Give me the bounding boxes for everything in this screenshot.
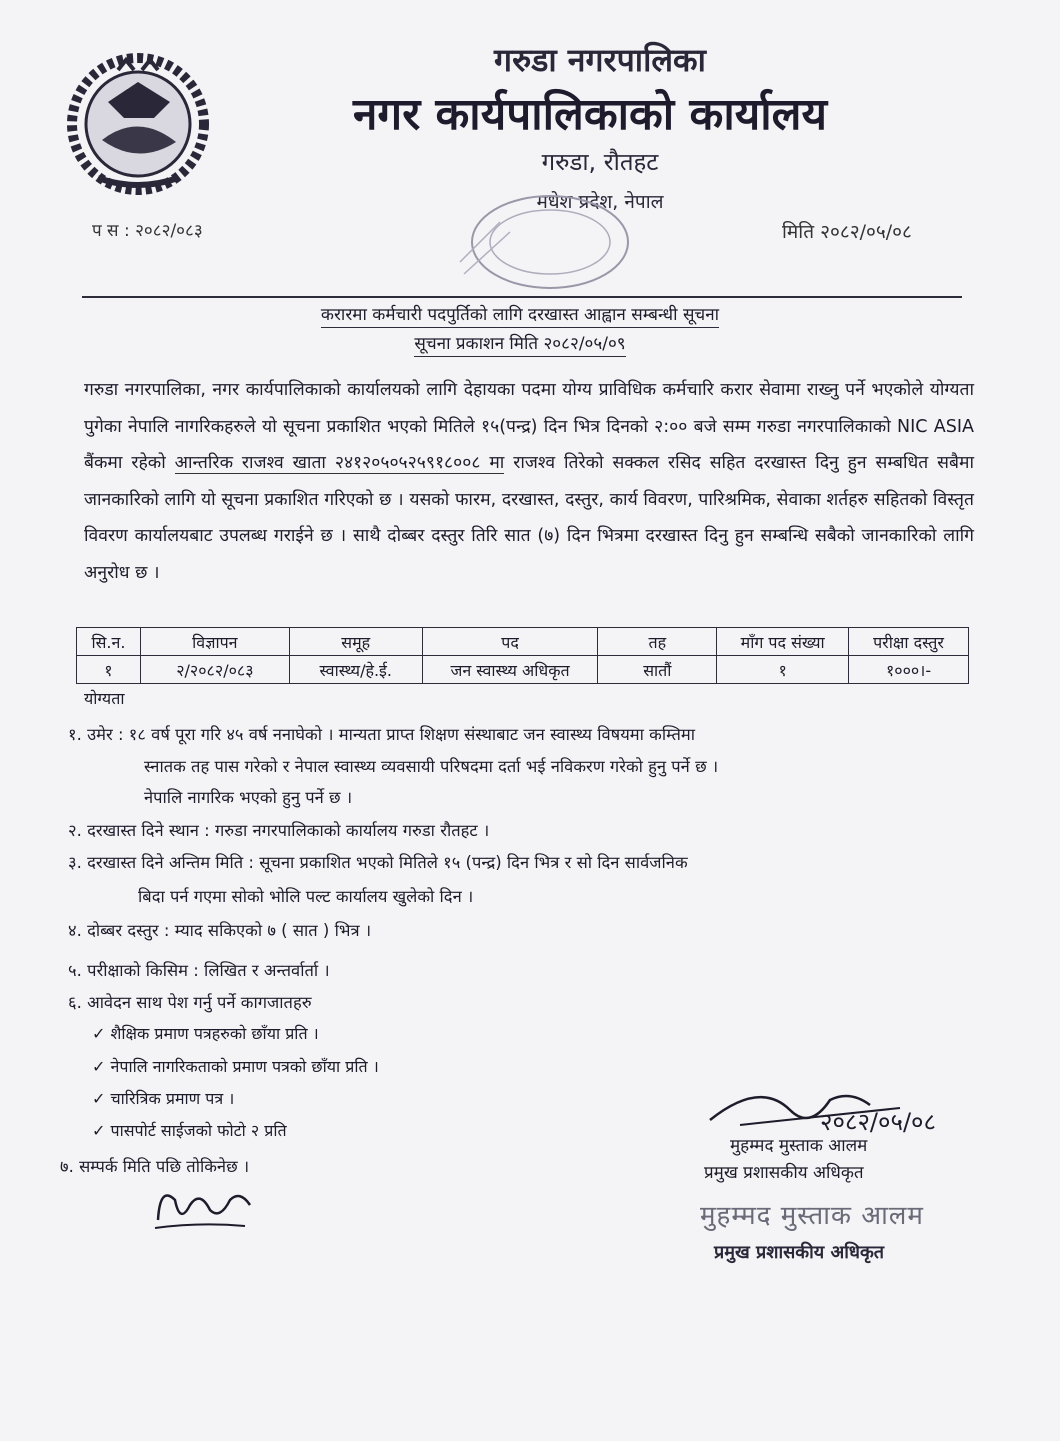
- table-cell: सातौं: [598, 656, 717, 684]
- table-cell: स्वास्थ्य/हे.ई.: [289, 656, 422, 684]
- list-item: ७. सम्पर्क मिति पछि तोकिनेछ ।: [60, 1157, 250, 1176]
- table-cell: २/२०८२/०८३: [140, 656, 289, 684]
- document-item: ✓ शैक्षिक प्रमाण पत्रहरुको छाँया प्रति ।: [92, 1024, 319, 1043]
- header-cell: परीक्षा दस्तुर: [849, 628, 969, 656]
- notice-body: गरुडा नगरपालिका, नगर कार्यपालिकाको कार्यालयको लागि देहायका पदमा योग्य प्राविधिक कर्मचारि करार सेवामा राख्नु पर्ने भएकोले योग्यता पुगेका नेपालि नागरिकहरुले यो सूचना प्रकाशित भएको मितिले १५(पन्द्र) दिन भित्र दिनको २:०० बजे सम्म गरुडा नगरपालिकाको NIC ASIA बैंकमा रहेको आन्तरिक राजश्व खाता २४१२०५०५२५९१८००८ मा राजश्व तिरेको सक्कल रसिद सहित दरखास्त दिनु हुन सम्बधित सबैमा जानकारिको लागि यो सूचना प्रकाशित गरिएको छ । यसको फारम, दरखास्त, दस्तुर, कार्य विवरण, पारिश्रमिक, सेवाका शर्तहरु सहितको विस्तृत विवरण कार्यालयबाट उपलब्ध गराईने छ । साथै दोब्बर दस्तुर तिरि सात (७) दिन भित्रमा दरखास्त दिनु हुन सम्बन्धि सबैको जानकारिको लागि अनुरोध छ ।: [84, 380, 974, 583]
- document-item: ✓ नेपालि नागरिकताको प्रमाण पत्रको छाँया प्रति ।: [92, 1057, 379, 1076]
- table-header-row: [77, 628, 969, 656]
- office-place: गरुडा, रौतहट: [541, 148, 659, 176]
- list-item: ६. आवेदन साथ पेश गर्नु पर्ने कागजातहरु: [68, 993, 312, 1012]
- letter-date: मिति २०८२/०५/०८: [782, 221, 912, 243]
- qualification-label: योग्यता: [84, 689, 125, 708]
- table-cell: १: [717, 656, 849, 684]
- signatory-name: मुहम्मद मुस्ताक आलम: [730, 1136, 868, 1156]
- list-item: नेपालि नागरिक भएको हुनु पर्ने छ ।: [144, 788, 353, 807]
- signatory-post: प्रमुख प्रशासकीय अधिकृत: [704, 1163, 864, 1183]
- list-item: २. दरखास्त दिने स्थान : गरुडा नगरपालिकाको कार्यालय गरुडा रौतहट ।: [68, 821, 490, 840]
- office-province: मधेश प्रदेश, नेपाल: [536, 191, 664, 213]
- header-divider: [82, 296, 962, 298]
- header-cell: समूह: [289, 628, 422, 656]
- office-stamp-icon: [440, 192, 630, 292]
- vacancy-table: [76, 627, 969, 684]
- list-item: स्नातक तह पास गरेको र नेपाल स्वास्थ्य व्यवसायी परिषदमा दर्ता भई नविकरण गरेको हुनु पर्ने छ ।: [144, 757, 719, 776]
- list-item: १. उमेर : १८ वर्ष पूरा गरि ४५ वर्ष ननाघेको । मान्यता प्राप्त शिक्षण संस्थाबाट जन स्वास्थ्य विषयमा कम्तिमा: [68, 725, 696, 744]
- table-cell: जन स्वास्थ्य अधिकृत: [422, 656, 598, 684]
- table-cell: १: [77, 656, 141, 684]
- list-item: ४. दोब्बर दस्तुर : म्याद सकिएको ७ ( सात ) भित्र ।: [68, 921, 372, 940]
- notice-title: करारमा कर्मचारी पदपुर्तिको लागि दरखास्त आह्वान सम्बन्धी सूचना: [150, 302, 890, 325]
- revenue-account: आन्तरिक राजश्व खाता २४१२०५०५२५९१८००८ मा: [174, 453, 505, 473]
- stamp-signatory-post: प्रमुख प्रशासकीय अधिकृत: [714, 1242, 885, 1263]
- list-item: ३. दरखास्त दिने अन्तिम मिति : सूचना प्रकाशित भएको मितिले १५ (पन्द्र) दिन भित्र र सो दिन सार्वजनिक: [68, 853, 688, 872]
- document-item: ✓ चारित्रिक प्रमाण पत्र ।: [92, 1089, 235, 1108]
- list-item: बिदा पर्न गएमा सोको भोलि पल्ट कार्यालय खुलेको दिन ।: [138, 887, 474, 906]
- header-cell: सि.न.: [77, 628, 141, 656]
- header-cell: पद: [422, 628, 598, 656]
- office-name: नगर कार्यपालिकाको कार्यालय: [353, 89, 827, 140]
- signature-date: २०८२/०५/०८: [820, 1108, 937, 1136]
- publish-date: सूचना प्रकाशन मिति २०८२/०५/०९: [150, 331, 890, 354]
- stamp-signatory-name: मुहम्मद मुस्ताक आलम: [700, 1201, 924, 1231]
- header-cell: विज्ञापन: [140, 628, 289, 656]
- reference-number: प स : २०८२/०८३: [92, 221, 203, 241]
- staff-signature-icon: [150, 1180, 260, 1235]
- municipality-name: गरुडा नगरपालिका: [494, 41, 706, 79]
- table-row: [77, 656, 969, 684]
- document-item: ✓ पासपोर्ट साईजको फोटो २ प्रति: [92, 1121, 287, 1140]
- government-emblem-icon: [58, 42, 218, 202]
- list-item: ५. परीक्षाको किसिम : लिखित र अन्तर्वार्ता ।: [68, 961, 330, 980]
- header-cell: तह: [598, 628, 717, 656]
- table-cell: १०००।-: [849, 656, 969, 684]
- header-cell: माँग पद संख्या: [717, 628, 849, 656]
